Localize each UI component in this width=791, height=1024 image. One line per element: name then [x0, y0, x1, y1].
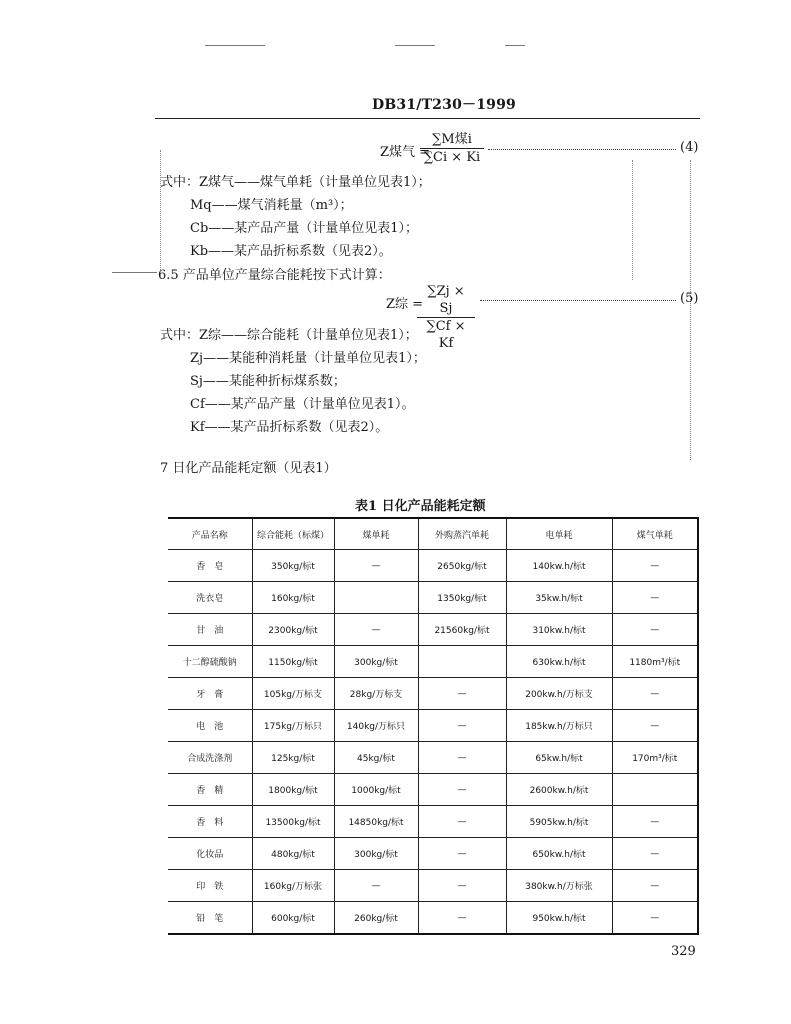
table-cell: 200kw.h/万标支: [506, 678, 612, 710]
table-cell: 380kw.h/万标张: [506, 870, 612, 902]
table-row: [168, 774, 698, 806]
formula-4-numerator: ∑M煤i: [420, 131, 484, 149]
product-name-cell: 甘 油: [168, 614, 252, 646]
where4-line-4: Kb——某产品折标系数（见表2）。: [190, 244, 392, 259]
table-cell: —: [418, 742, 506, 774]
table-cell: —: [612, 870, 698, 902]
table-cell: 2650kg/标t: [418, 550, 506, 582]
formula-5-denominator: ∑Cf × Kf: [426, 319, 466, 351]
where5-line-1: 式中：Z综——综合能耗（计量单位见表1）；: [160, 328, 418, 343]
formula-5-lhs: Z综 =: [386, 297, 424, 312]
table-row: [168, 582, 698, 614]
section-7-heading: 7 日化产品能耗定额（见表1）: [160, 461, 337, 476]
table-cell: —: [334, 614, 418, 646]
formula-4-leader: [488, 149, 676, 150]
table-cell: —: [418, 870, 506, 902]
column-header: 综合能耗（标煤）: [252, 518, 334, 550]
table-cell: [334, 582, 418, 614]
table-row: [168, 870, 698, 902]
column-header: 煤单耗: [334, 518, 418, 550]
table-cell: 1000kg/标t: [334, 774, 418, 806]
table-cell: 300kg/标t: [334, 838, 418, 870]
table-cell: 650kw.h/标t: [506, 838, 612, 870]
table-cell: 1150kg/标t: [252, 646, 334, 678]
table-cell: [418, 646, 506, 678]
clause-6-5: 6.5 产品单位产量综合能耗按下式计算：: [158, 268, 391, 283]
table-cell: 1800kg/标t: [252, 774, 334, 806]
table-cell: 1180m³/标t: [612, 646, 698, 678]
table-cell: 350kg/标t: [252, 550, 334, 582]
table-row: [168, 742, 698, 774]
table-cell: 140kw.h/标t: [506, 550, 612, 582]
product-name-cell: 十二醇硫酸钠: [168, 646, 252, 678]
table-cell: —: [418, 774, 506, 806]
column-header: 产品名称: [168, 518, 252, 550]
table-cell: 260kg/标t: [334, 902, 418, 935]
energy-norms-table: [168, 517, 699, 935]
table-cell: —: [334, 870, 418, 902]
table-cell: 480kg/标t: [252, 838, 334, 870]
formula-5-fraction: [417, 283, 475, 352]
table-row: [168, 838, 698, 870]
product-name-cell: 香 料: [168, 806, 252, 838]
scan-mark: [160, 150, 162, 270]
table-cell: —: [612, 806, 698, 838]
table-cell: 160kg/标t: [252, 582, 334, 614]
table-cell: 45kg/标t: [334, 742, 418, 774]
table-cell: 65kw.h/标t: [506, 742, 612, 774]
table-row: [168, 902, 698, 935]
table-cell: 105kg/万标支: [252, 678, 334, 710]
product-name-cell: 合成洗涤剂: [168, 742, 252, 774]
document-code: DB31/T230－1999: [372, 97, 516, 113]
table-cell: —: [418, 710, 506, 742]
table-cell: —: [612, 678, 698, 710]
formula-4-lhs: Z煤气 =: [380, 145, 431, 160]
product-name-cell: 香 皂: [168, 550, 252, 582]
product-name-cell: 电 池: [168, 710, 252, 742]
page-number: 329: [671, 944, 696, 959]
table-cell: 175kg/万标只: [252, 710, 334, 742]
product-name-cell: 化妆品: [168, 838, 252, 870]
table-cell: 14850kg/标t: [334, 806, 418, 838]
product-name-cell: 印 铁: [168, 870, 252, 902]
table-cell: 600kg/标t: [252, 902, 334, 935]
where5-line-4: Cf——某产品产量（计量单位见表1）。: [190, 397, 415, 412]
table-cell: 630kw.h/标t: [506, 646, 612, 678]
table-cell: 21560kg/标t: [418, 614, 506, 646]
table-row: [168, 806, 698, 838]
scan-mark: [632, 160, 634, 280]
table-cell: 2300kg/标t: [252, 614, 334, 646]
scan-mark: [505, 45, 525, 46]
formula-5-numerator: ∑Zj × Sj: [417, 283, 475, 318]
scan-mark: [112, 272, 157, 273]
table-cell: 950kw.h/标t: [506, 902, 612, 935]
table-header-row: [168, 518, 698, 550]
scan-mark: [395, 45, 435, 46]
table-cell: 160kg/万标张: [252, 870, 334, 902]
formula-4-denominator: ∑Ci × Ki: [423, 150, 481, 165]
formula-5-number: (5): [680, 291, 699, 306]
where5-line-3: Sj——某能种折标煤系数；: [190, 374, 346, 389]
where4-line-3: Cb——某产品产量（计量单位见表1）；: [190, 221, 419, 236]
table-cell: 170m³/标t: [612, 742, 698, 774]
column-header: 外购蒸汽单耗: [418, 518, 506, 550]
table-cell: 28kg/万标支: [334, 678, 418, 710]
formula-4-number: (4): [680, 140, 699, 155]
table-cell: 310kw.h/标t: [506, 614, 612, 646]
where4-line-2: Mq——煤气消耗量（m³）；: [190, 198, 353, 213]
table-cell: —: [334, 550, 418, 582]
scan-mark: [205, 45, 265, 46]
table-1-caption: 表1 日化产品能耗定额: [355, 499, 486, 514]
table-cell: 185kw.h/万标只: [506, 710, 612, 742]
table-cell: 1350kg/标t: [418, 582, 506, 614]
table-cell: —: [612, 838, 698, 870]
column-header: 电单耗: [506, 518, 612, 550]
table-cell: —: [612, 710, 698, 742]
table-cell: 140kg/万标只: [334, 710, 418, 742]
table-row: [168, 710, 698, 742]
table-cell: —: [612, 582, 698, 614]
table-cell: 13500kg/标t: [252, 806, 334, 838]
table-cell: —: [418, 806, 506, 838]
table-cell: —: [612, 614, 698, 646]
where4-line-1: 式中：Z煤气——煤气单耗（计量单位见表1）；: [160, 175, 431, 190]
product-name-cell: 牙 膏: [168, 678, 252, 710]
product-name-cell: 洗衣皂: [168, 582, 252, 614]
table-cell: —: [418, 902, 506, 935]
table-cell: —: [612, 902, 698, 935]
where5-line-5: Kf——某产品折标系数（见表2）。: [190, 420, 389, 435]
table-row: [168, 678, 698, 710]
table-cell: —: [612, 550, 698, 582]
table-cell: 300kg/标t: [334, 646, 418, 678]
product-name-cell: 香 精: [168, 774, 252, 806]
table-cell: 2600kw.h/标t: [506, 774, 612, 806]
table-row: [168, 646, 698, 678]
table-cell: 35kw.h/标t: [506, 582, 612, 614]
table-cell: —: [418, 838, 506, 870]
where5-line-2: Zj——某能种消耗量（计量单位见表1）；: [190, 351, 426, 366]
formula-5-leader: [480, 300, 676, 301]
header-rule: [155, 118, 700, 119]
table-row: [168, 614, 698, 646]
table-cell: 5905kw.h/标t: [506, 806, 612, 838]
table-row: [168, 550, 698, 582]
product-name-cell: 铅 笔: [168, 902, 252, 935]
column-header: 煤气单耗: [612, 518, 698, 550]
table-cell: [612, 774, 698, 806]
table-cell: 125kg/标t: [252, 742, 334, 774]
table-cell: —: [418, 678, 506, 710]
scan-mark: [690, 160, 692, 460]
formula-4-fraction: [420, 131, 484, 166]
